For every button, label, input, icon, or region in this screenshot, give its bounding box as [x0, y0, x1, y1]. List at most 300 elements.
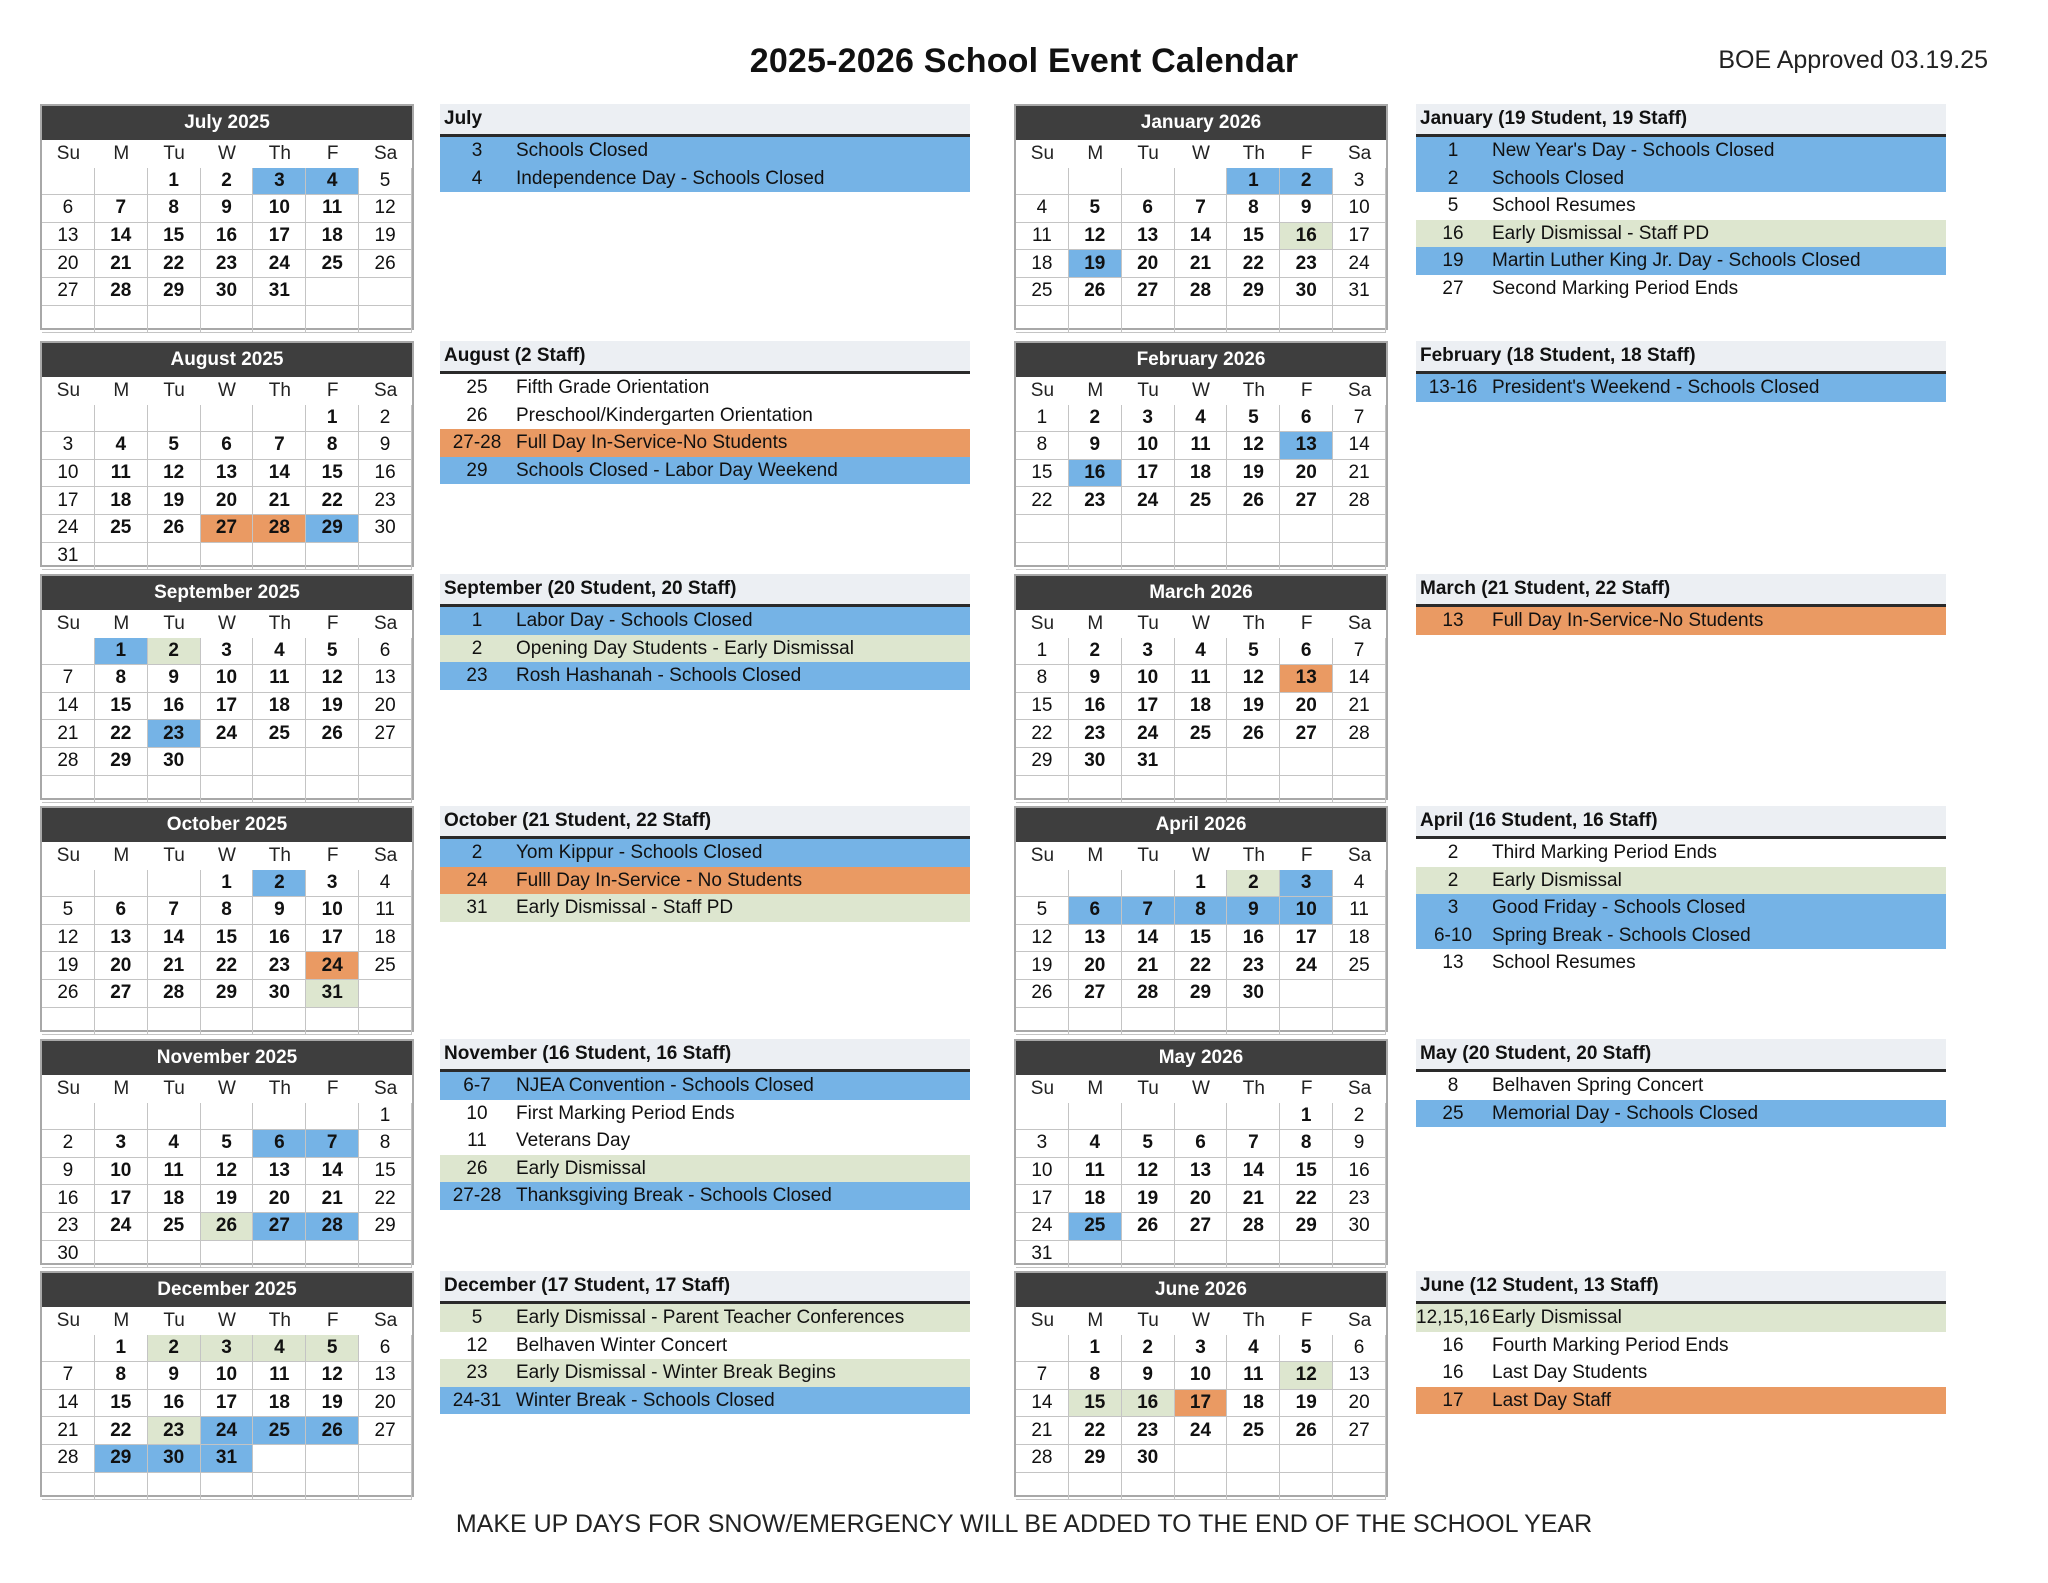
calendar-empty-cell	[253, 1241, 306, 1269]
calendar-day: 26	[1016, 980, 1069, 1008]
calendar-day: 5	[1227, 405, 1280, 433]
events-heading: August (2 Staff)	[440, 341, 970, 374]
calendar-day: 26	[359, 250, 412, 278]
calendar-empty-cell	[359, 1008, 412, 1036]
calendar-empty-cell	[359, 1241, 412, 1269]
weekday-header: Su	[1030, 612, 1055, 634]
calendar-empty-cell	[148, 776, 201, 804]
calendar-empty-cell	[253, 1473, 306, 1501]
month-events	[1416, 806, 1946, 977]
calendar-day: 20	[1333, 1390, 1386, 1418]
month-calendar-title: September 2025	[42, 576, 412, 610]
calendar-day: 29	[1280, 1213, 1333, 1241]
calendar-day: 16	[1333, 1158, 1386, 1186]
calendar-day: 29	[1069, 1445, 1122, 1473]
calendar-day: 18	[359, 925, 412, 953]
weekday-header: W	[1192, 844, 1210, 866]
calendar-day: 8	[1227, 195, 1280, 223]
calendar-day: 8	[148, 195, 201, 223]
month-calendar-title: July 2025	[42, 106, 412, 140]
calendar-empty-cell	[1122, 1241, 1175, 1269]
event-description: Third Marking Period Ends	[1492, 842, 1717, 863]
calendar-empty-cell	[359, 278, 412, 306]
month-calendar-title: June 2026	[1016, 1273, 1386, 1307]
calendar-empty-cell	[359, 1473, 412, 1501]
calendar-day: 14	[1016, 1390, 1069, 1418]
calendar-day: 7	[148, 897, 201, 925]
calendar-day: 5	[148, 432, 201, 460]
calendar-day: 13	[359, 1362, 412, 1390]
calendar-day: 16	[359, 460, 412, 488]
event-row	[1416, 1100, 1946, 1128]
calendar-day: 13	[1280, 432, 1333, 460]
month-events	[440, 1039, 970, 1210]
calendar-day: 20	[1280, 460, 1333, 488]
weekday-header: F	[326, 1309, 339, 1331]
calendar-day: 1	[359, 1103, 412, 1131]
month-events	[440, 806, 970, 922]
calendar-day: 4	[1016, 195, 1069, 223]
calendar-day: 21	[42, 720, 95, 748]
calendar-empty-cell	[306, 306, 359, 334]
event-row	[1416, 220, 1946, 248]
calendar-day: 30	[148, 748, 201, 776]
month-events	[440, 1271, 970, 1414]
calendar-day: 1	[95, 1335, 148, 1363]
calendar-empty-cell	[1069, 515, 1122, 543]
calendar-day: 7	[1227, 1130, 1280, 1158]
calendar-empty-cell	[1175, 543, 1228, 571]
calendar-day: 23	[1069, 720, 1122, 748]
calendar-day: 12	[1069, 223, 1122, 251]
calendar-day: 13	[201, 460, 254, 488]
events-heading: April (16 Student, 16 Staff)	[1416, 806, 1946, 839]
month-calendar	[40, 104, 414, 330]
month-calendar-title: August 2025	[42, 343, 412, 377]
calendar-empty-cell	[1175, 168, 1228, 196]
calendar-empty-cell	[95, 543, 148, 571]
calendar-day: 18	[253, 1390, 306, 1418]
weekday-header: Sa	[1347, 844, 1372, 866]
calendar-day: 20	[359, 693, 412, 721]
calendar-day: 10	[1333, 195, 1386, 223]
calendar-day: 28	[42, 748, 95, 776]
calendar-empty-cell	[1280, 1445, 1333, 1473]
calendar-empty-cell	[1280, 748, 1333, 776]
calendar-day: 1	[1227, 168, 1280, 196]
calendar-day: 18	[1227, 1390, 1280, 1418]
event-description: Yom Kippur - Schools Closed	[516, 842, 763, 863]
weekday-header: Su	[1030, 844, 1055, 866]
calendar-day: 6	[1069, 897, 1122, 925]
calendar-empty-cell	[148, 1008, 201, 1036]
calendar-day: 7	[1333, 405, 1386, 433]
calendar-day: 8	[95, 665, 148, 693]
calendar-empty-cell	[1333, 748, 1386, 776]
calendar-day: 25	[1175, 487, 1228, 515]
weekday-header: Sa	[1347, 379, 1372, 401]
calendar-day: 5	[1122, 1130, 1175, 1158]
event-description: Second Marking Period Ends	[1492, 277, 1739, 299]
calendar-day: 21	[1122, 952, 1175, 980]
calendar-day: 7	[95, 195, 148, 223]
calendar-day: 28	[1016, 1445, 1069, 1473]
weekday-header: Th	[1242, 844, 1265, 866]
event-row	[440, 1072, 970, 1100]
calendar-day: 22	[201, 952, 254, 980]
weekday-header: Sa	[373, 612, 398, 634]
month-calendar-title: April 2026	[1016, 808, 1386, 842]
events-heading: September (20 Student, 20 Staff)	[440, 574, 970, 607]
calendar-empty-cell	[253, 543, 306, 571]
calendar-day: 12	[42, 925, 95, 953]
event-description: Early Dismissal	[516, 1157, 646, 1179]
event-row	[440, 839, 970, 867]
calendar-day: 10	[42, 460, 95, 488]
calendar-day: 25	[1333, 952, 1386, 980]
event-date: 13	[1442, 952, 1464, 974]
weekday-header: Th	[1242, 1309, 1265, 1331]
event-description: Opening Day Students - Early Dismissal	[516, 637, 854, 659]
calendar-day: 26	[42, 980, 95, 1008]
event-description: Early Dismissal - Staff PD	[516, 897, 734, 919]
calendar-empty-cell	[1175, 306, 1228, 334]
month-calendar	[1014, 104, 1388, 330]
month-calendar	[40, 806, 414, 1032]
calendar-day: 24	[1122, 720, 1175, 748]
event-row	[440, 607, 970, 635]
calendar-day: 16	[1280, 223, 1333, 251]
calendar-day: 6	[42, 195, 95, 223]
event-date: 29	[466, 459, 488, 481]
month-day-grid	[42, 610, 412, 803]
calendar-empty-cell	[1016, 1335, 1069, 1363]
calendar-empty-cell	[1016, 1473, 1069, 1501]
event-description: Preschool/Kindergarten Orientation	[516, 404, 813, 426]
event-row	[1416, 137, 1946, 165]
calendar-day: 5	[1069, 195, 1122, 223]
month-calendar	[1014, 1039, 1388, 1265]
calendar-day: 20	[42, 250, 95, 278]
month-calendar-title: December 2025	[42, 1273, 412, 1307]
calendar-day: 28	[1175, 278, 1228, 306]
calendar-day: 24	[201, 1417, 254, 1445]
events-heading: December (17 Student, 17 Staff)	[440, 1271, 970, 1304]
month-calendar	[40, 341, 414, 567]
weekday-header: W	[1192, 1309, 1210, 1331]
calendar-day: 19	[1122, 1185, 1175, 1213]
month-day-grid	[42, 1075, 412, 1268]
calendar-day: 11	[1175, 432, 1228, 460]
calendar-day: 1	[1069, 1335, 1122, 1363]
event-date: 31	[466, 897, 488, 919]
weekday-header: Tu	[1137, 1309, 1159, 1331]
calendar-day: 17	[1016, 1185, 1069, 1213]
calendar-empty-cell	[1175, 515, 1228, 543]
calendar-day: 17	[95, 1185, 148, 1213]
events-heading: February (18 Student, 18 Staff)	[1416, 341, 1946, 374]
calendar-day: 2	[1280, 168, 1333, 196]
month-events	[440, 341, 970, 484]
weekday-header: Su	[56, 379, 81, 401]
calendar-day: 28	[1333, 487, 1386, 515]
calendar-day: 5	[201, 1130, 254, 1158]
calendar-empty-cell	[1122, 1008, 1175, 1036]
calendar-empty-cell	[1227, 748, 1280, 776]
calendar-empty-cell	[1280, 1008, 1333, 1036]
weekday-header: Sa	[373, 1077, 398, 1099]
calendar-empty-cell	[253, 405, 306, 433]
month-events	[440, 574, 970, 690]
calendar-day: 3	[253, 168, 306, 196]
calendar-day: 11	[253, 665, 306, 693]
weekday-header: Sa	[373, 379, 398, 401]
weekday-header: Su	[56, 612, 81, 634]
calendar-day: 27	[359, 1417, 412, 1445]
event-row	[1416, 1387, 1946, 1415]
calendar-day: 7	[1016, 1362, 1069, 1390]
calendar-day: 29	[359, 1213, 412, 1241]
weekday-header: Sa	[1347, 612, 1372, 634]
weekday-header: F	[326, 379, 339, 401]
calendar-day: 6	[201, 432, 254, 460]
weekday-header: Su	[1030, 379, 1055, 401]
event-row	[1416, 839, 1946, 867]
events-heading: July	[440, 104, 970, 137]
calendar-day: 24	[253, 250, 306, 278]
event-row	[1416, 1304, 1946, 1332]
calendar-empty-cell	[1227, 543, 1280, 571]
calendar-day: 3	[306, 870, 359, 898]
calendar-empty-cell	[148, 1241, 201, 1269]
event-date: 23	[466, 665, 488, 687]
calendar-day: 23	[1122, 1417, 1175, 1445]
event-date: 25	[1442, 1102, 1464, 1124]
calendar-day: 22	[1069, 1417, 1122, 1445]
calendar-day: 14	[1175, 223, 1228, 251]
calendar-day: 6	[359, 1335, 412, 1363]
calendar-empty-cell	[253, 748, 306, 776]
calendar-empty-cell	[253, 1103, 306, 1131]
calendar-day: 14	[253, 460, 306, 488]
calendar-empty-cell	[42, 1103, 95, 1131]
calendar-empty-cell	[306, 748, 359, 776]
weekday-header: F	[1300, 844, 1313, 866]
event-description: Early Dismissal	[1492, 869, 1622, 891]
calendar-empty-cell	[148, 543, 201, 571]
calendar-day: 7	[1122, 897, 1175, 925]
event-row	[1416, 192, 1946, 220]
calendar-day: 16	[148, 1390, 201, 1418]
calendar-day: 31	[1122, 748, 1175, 776]
calendar-empty-cell	[201, 1103, 254, 1131]
calendar-day: 2	[148, 1335, 201, 1363]
calendar-day: 2	[201, 168, 254, 196]
calendar-day: 23	[253, 952, 306, 980]
month-calendar	[1014, 341, 1388, 567]
calendar-empty-cell	[306, 1103, 359, 1131]
calendar-day: 14	[95, 223, 148, 251]
event-description: New Year's Day - Schools Closed	[1492, 140, 1775, 161]
calendar-day: 13	[1175, 1158, 1228, 1186]
calendar-day: 8	[1016, 432, 1069, 460]
calendar-day: 1	[1016, 405, 1069, 433]
weekday-header: Tu	[163, 612, 185, 634]
calendar-day: 16	[1069, 693, 1122, 721]
calendar-empty-cell	[1333, 1008, 1386, 1036]
weekday-header: Th	[1242, 612, 1265, 634]
calendar-day: 21	[306, 1185, 359, 1213]
calendar-day: 5	[359, 168, 412, 196]
calendar-day: 26	[148, 515, 201, 543]
calendar-day: 20	[1175, 1185, 1228, 1213]
calendar-day: 8	[1069, 1362, 1122, 1390]
event-date: 8	[1447, 1075, 1459, 1096]
calendar-day: 16	[253, 925, 306, 953]
calendar-day: 8	[1280, 1130, 1333, 1158]
calendar-empty-cell	[1175, 1103, 1228, 1131]
calendar-empty-cell	[1016, 776, 1069, 804]
calendar-day: 28	[148, 980, 201, 1008]
calendar-day: 20	[1069, 952, 1122, 980]
calendar-empty-cell	[1069, 543, 1122, 571]
event-row	[1416, 165, 1946, 193]
calendar-day: 21	[253, 487, 306, 515]
calendar-day: 22	[95, 1417, 148, 1445]
calendar-day: 6	[1333, 1335, 1386, 1363]
calendar-day: 18	[253, 693, 306, 721]
calendar-day: 22	[306, 487, 359, 515]
calendar-day: 19	[42, 952, 95, 980]
calendar-day: 8	[359, 1130, 412, 1158]
event-row	[1416, 894, 1946, 922]
calendar-empty-cell	[1016, 1103, 1069, 1131]
weekday-header: F	[326, 142, 339, 164]
calendar-day: 18	[1175, 693, 1228, 721]
month-day-grid	[1016, 842, 1386, 1035]
calendar-empty-cell	[1333, 776, 1386, 804]
calendar-day: 13	[253, 1158, 306, 1186]
calendar-day: 6	[253, 1130, 306, 1158]
event-description: Winter Break - Schools Closed	[516, 1389, 775, 1411]
calendar-empty-cell	[359, 1445, 412, 1473]
calendar-empty-cell	[95, 1008, 148, 1036]
calendar-day: 6	[1280, 638, 1333, 666]
month-day-grid	[42, 842, 412, 1035]
calendar-day: 2	[1069, 405, 1122, 433]
calendar-day: 4	[1175, 405, 1228, 433]
calendar-day: 26	[306, 1417, 359, 1445]
month-calendar	[1014, 806, 1388, 1032]
calendar-day: 3	[95, 1130, 148, 1158]
event-date: 27	[1442, 277, 1464, 299]
calendar-day: 7	[42, 1362, 95, 1390]
page-title: 2025-2026 School Event Calendar	[749, 42, 1299, 80]
calendar-day: 15	[1280, 1158, 1333, 1186]
month-calendar	[1014, 1271, 1388, 1497]
event-description: Full Day In-Service-No Students	[516, 432, 788, 454]
calendar-day: 27	[1280, 487, 1333, 515]
calendar-day: 14	[1333, 432, 1386, 460]
event-row	[440, 429, 970, 457]
calendar-day: 28	[42, 1445, 95, 1473]
weekday-header: Su	[56, 1309, 81, 1331]
weekday-header: M	[1087, 379, 1104, 401]
event-description: President's Weekend - Schools Closed	[1492, 377, 1820, 398]
calendar-day: 15	[95, 693, 148, 721]
calendar-day: 18	[1333, 925, 1386, 953]
month-events	[440, 104, 970, 192]
calendar-day: 3	[1280, 870, 1333, 898]
calendar-day: 21	[1333, 460, 1386, 488]
calendar-empty-cell	[306, 1473, 359, 1501]
calendar-day: 4	[306, 168, 359, 196]
calendar-day: 31	[1016, 1241, 1069, 1269]
event-row	[1416, 275, 1946, 303]
month-day-grid	[1016, 140, 1386, 333]
month-day-grid	[1016, 610, 1386, 803]
calendar-day: 26	[1280, 1417, 1333, 1445]
calendar-empty-cell	[1069, 1008, 1122, 1036]
event-description: First Marking Period Ends	[516, 1102, 735, 1124]
calendar-day: 9	[42, 1158, 95, 1186]
calendar-day: 22	[359, 1185, 412, 1213]
weekday-header: M	[1087, 142, 1104, 164]
month-calendar-title: October 2025	[42, 808, 412, 842]
calendar-day: 15	[306, 460, 359, 488]
calendar-day: 27	[1175, 1213, 1228, 1241]
calendar-empty-cell	[1016, 515, 1069, 543]
calendar-day: 8	[1175, 897, 1228, 925]
event-date: 5	[1447, 195, 1459, 217]
calendar-day: 22	[1016, 487, 1069, 515]
calendar-day: 5	[1280, 1335, 1333, 1363]
event-description: NJEA Convention - Schools Closed	[516, 1075, 814, 1096]
calendar-day: 17	[306, 925, 359, 953]
calendar-day: 14	[42, 1390, 95, 1418]
calendar-empty-cell	[1333, 1241, 1386, 1269]
calendar-day: 24	[1280, 952, 1333, 980]
weekday-header: M	[1087, 844, 1104, 866]
calendar-empty-cell	[148, 306, 201, 334]
calendar-day: 14	[148, 925, 201, 953]
calendar-day: 10	[1016, 1158, 1069, 1186]
calendar-empty-cell	[1227, 1008, 1280, 1036]
calendar-empty-cell	[201, 543, 254, 571]
calendar-empty-cell	[42, 1335, 95, 1363]
calendar-empty-cell	[1122, 168, 1175, 196]
events-heading: March (21 Student, 22 Staff)	[1416, 574, 1946, 607]
event-date: 5	[471, 1307, 483, 1328]
calendar-day: 10	[1122, 432, 1175, 460]
calendar-day: 12	[306, 1362, 359, 1390]
calendar-day: 23	[42, 1213, 95, 1241]
calendar-day: 7	[306, 1130, 359, 1158]
month-calendar	[40, 1271, 414, 1497]
calendar-day: 29	[95, 748, 148, 776]
calendar-day: 6	[95, 897, 148, 925]
calendar-day: 20	[95, 952, 148, 980]
calendar-day: 28	[1333, 720, 1386, 748]
calendar-day: 4	[1227, 1335, 1280, 1363]
weekday-header: Su	[56, 142, 81, 164]
calendar-day: 5	[1016, 897, 1069, 925]
weekday-header: Sa	[373, 142, 398, 164]
calendar-day: 18	[1016, 250, 1069, 278]
event-date: 2	[1447, 842, 1459, 863]
calendar-empty-cell	[1333, 306, 1386, 334]
weekday-header: W	[1192, 142, 1210, 164]
